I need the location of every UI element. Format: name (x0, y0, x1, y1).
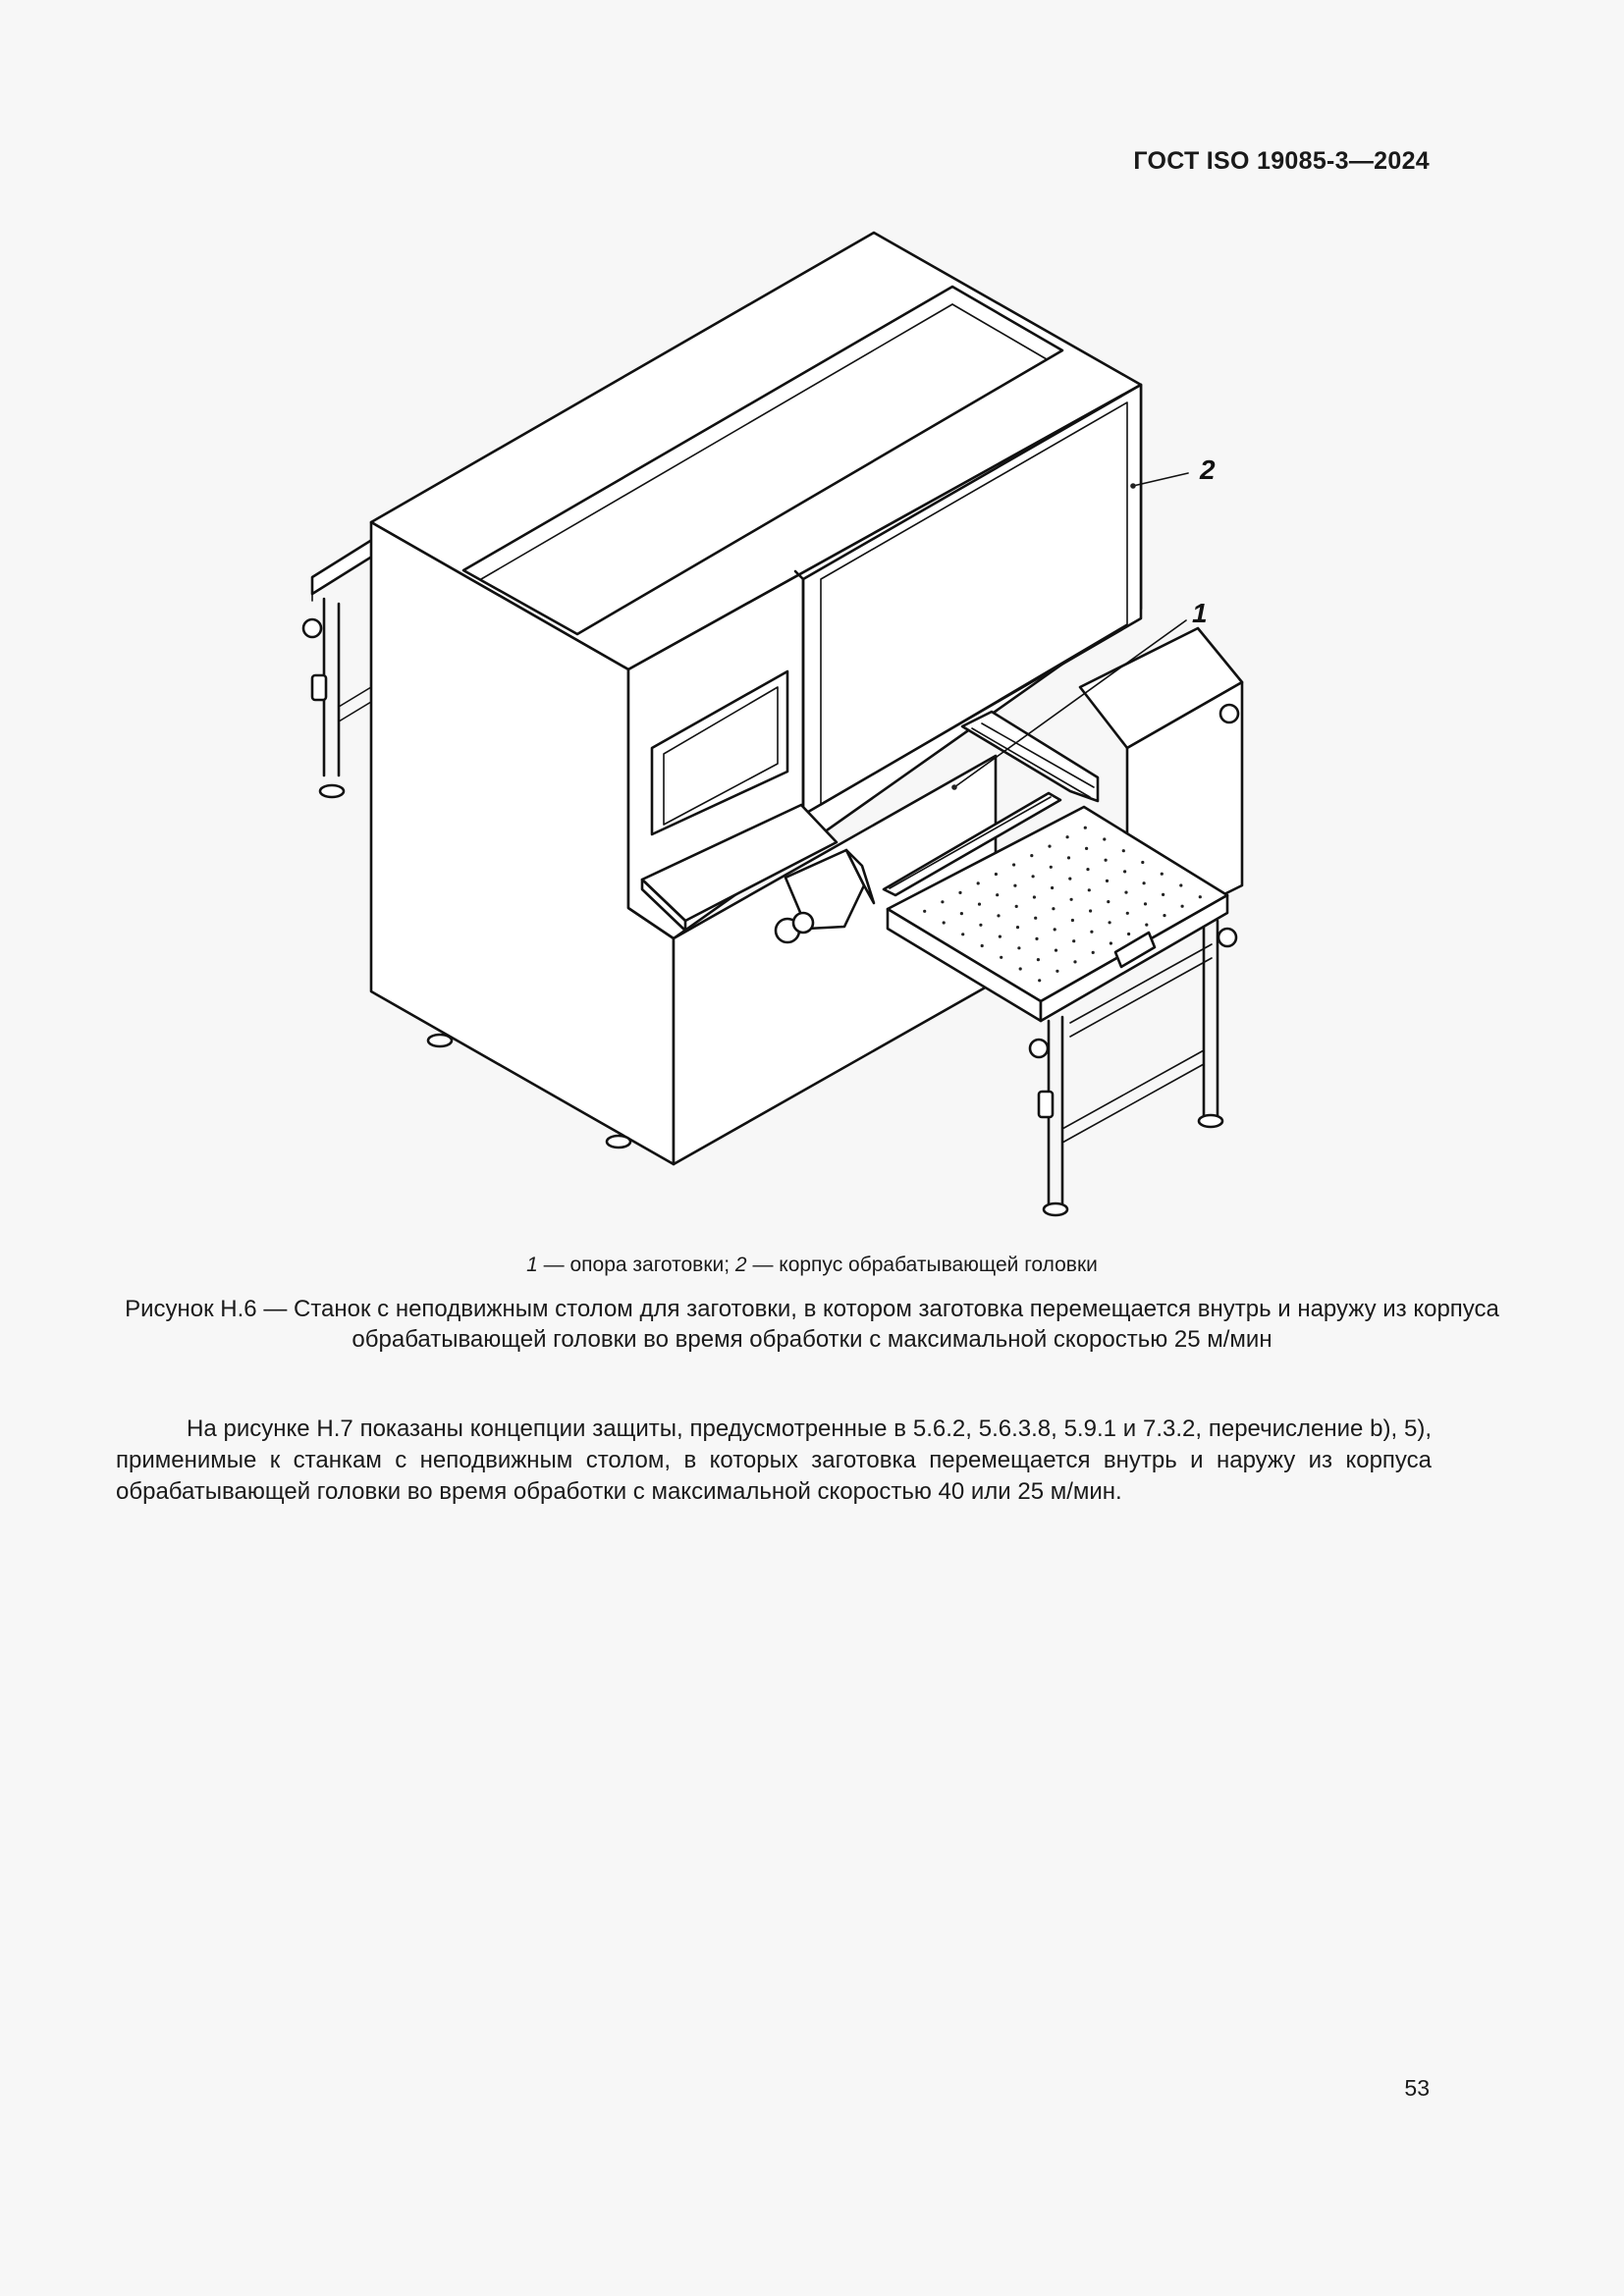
table-hole (958, 891, 961, 894)
table-hole (995, 873, 998, 876)
table-hole (1012, 863, 1015, 866)
table-hole (1124, 891, 1127, 894)
table-hole (961, 933, 964, 935)
table-hole (1127, 933, 1130, 935)
table-hole (1072, 939, 1075, 942)
legend-number-1: 1 (526, 1254, 538, 1276)
body-paragraph (116, 1414, 1432, 1508)
rear-support-table (303, 538, 375, 797)
table-hole (1107, 900, 1110, 903)
table-hole (1122, 849, 1125, 852)
figure-legend (0, 1254, 1624, 1277)
table-hole (1109, 921, 1111, 924)
table-hole (978, 903, 981, 906)
table-hole (943, 921, 946, 924)
table-hole (960, 912, 963, 915)
table-hole (1019, 967, 1022, 970)
table-hole (1017, 946, 1020, 949)
table-hole (1103, 837, 1106, 840)
table-hole (981, 944, 984, 947)
table-hole (979, 924, 982, 927)
table-hole (977, 881, 980, 884)
table-hole (1054, 928, 1056, 931)
body-paragraph-text: На рисунке Н.7 показаны концепции защиты, предусмотренные в 5.6.2, 5.6.3.8, 5.9.1 и 7.3.2, перечисление b), 5), применимые к станкам с неподвижным столом, в которых заготовка перемещается внутрь и наружу из корпуса обрабатывающей головки во время обработки с максимальной скоростью 40 или 25 м/мин. (116, 1415, 1432, 1505)
table-hole (1055, 949, 1057, 952)
svg-text:1: 1 (1192, 598, 1208, 628)
legend-text-2: — корпус обрабатывающей головки (746, 1254, 1098, 1276)
table-hole (1145, 924, 1148, 927)
machine-drawing-svg (285, 221, 1257, 1227)
table-hole (999, 935, 1001, 938)
page-number: 53 (1404, 2075, 1430, 2101)
table-hole (1179, 883, 1182, 886)
table-hole (996, 893, 999, 896)
machine-drawing (285, 221, 1257, 1227)
legend-number-2: 2 (734, 1254, 747, 1276)
table-hole (1123, 870, 1126, 873)
table-hole (941, 900, 944, 903)
table-hole (1066, 835, 1069, 838)
table-hole (997, 914, 1000, 917)
table-hole (1144, 902, 1147, 905)
table-hole (1092, 951, 1095, 954)
table-hole (1050, 866, 1053, 869)
table-hole (1090, 931, 1093, 934)
table-hole (1052, 907, 1055, 910)
table-hole (1106, 880, 1109, 882)
table-hole (1013, 884, 1016, 887)
table-hole (1034, 917, 1037, 920)
table-hole (1068, 878, 1071, 881)
table-hole (1105, 859, 1108, 862)
table-hole (1000, 956, 1002, 959)
table-hole (1016, 926, 1019, 929)
table-hole (1073, 960, 1076, 963)
table-hole (1163, 914, 1165, 917)
table-hole (1141, 861, 1144, 864)
table-hole (1110, 941, 1112, 944)
table-hole (1084, 827, 1087, 829)
table-hole (1048, 845, 1051, 848)
table-hole (1126, 912, 1129, 915)
table-hole (1088, 888, 1091, 891)
table-hole (1161, 873, 1164, 876)
table-hole (1037, 958, 1040, 961)
table-hole (1162, 893, 1164, 896)
table-hole (1199, 895, 1202, 898)
table-hole (1035, 937, 1038, 940)
legend-text-1: — опора заготовки; (537, 1254, 735, 1276)
table-hole (1038, 979, 1041, 982)
table-hole (1070, 898, 1073, 901)
table-hole (1089, 909, 1092, 912)
table-hole (1071, 919, 1074, 922)
table-hole (1181, 905, 1184, 908)
callout-2 (1130, 454, 1216, 489)
table-hole (1032, 875, 1035, 878)
table-hole (1067, 856, 1070, 859)
table-hole (1056, 970, 1058, 973)
table-hole (1015, 905, 1018, 908)
table-hole (1051, 886, 1054, 889)
figure-caption: Рисунок Н.6 — Станок с неподвижным столом для заготовки, в котором заготовка перемещается внутрь и наружу из корпуса обрабатывающей головки во время обработки с максимальной скоростью 25 м/мин (125, 1296, 1499, 1353)
table-hole (1033, 895, 1036, 898)
table-hole (1085, 847, 1088, 850)
table-hole (1143, 881, 1146, 884)
table-hole (923, 910, 926, 913)
table-hole (1030, 854, 1033, 857)
svg-text:2: 2 (1200, 454, 1216, 485)
table-hole (1086, 868, 1089, 871)
standard-header: ГОСТ ISO 19085-3—2024 (1133, 147, 1430, 175)
